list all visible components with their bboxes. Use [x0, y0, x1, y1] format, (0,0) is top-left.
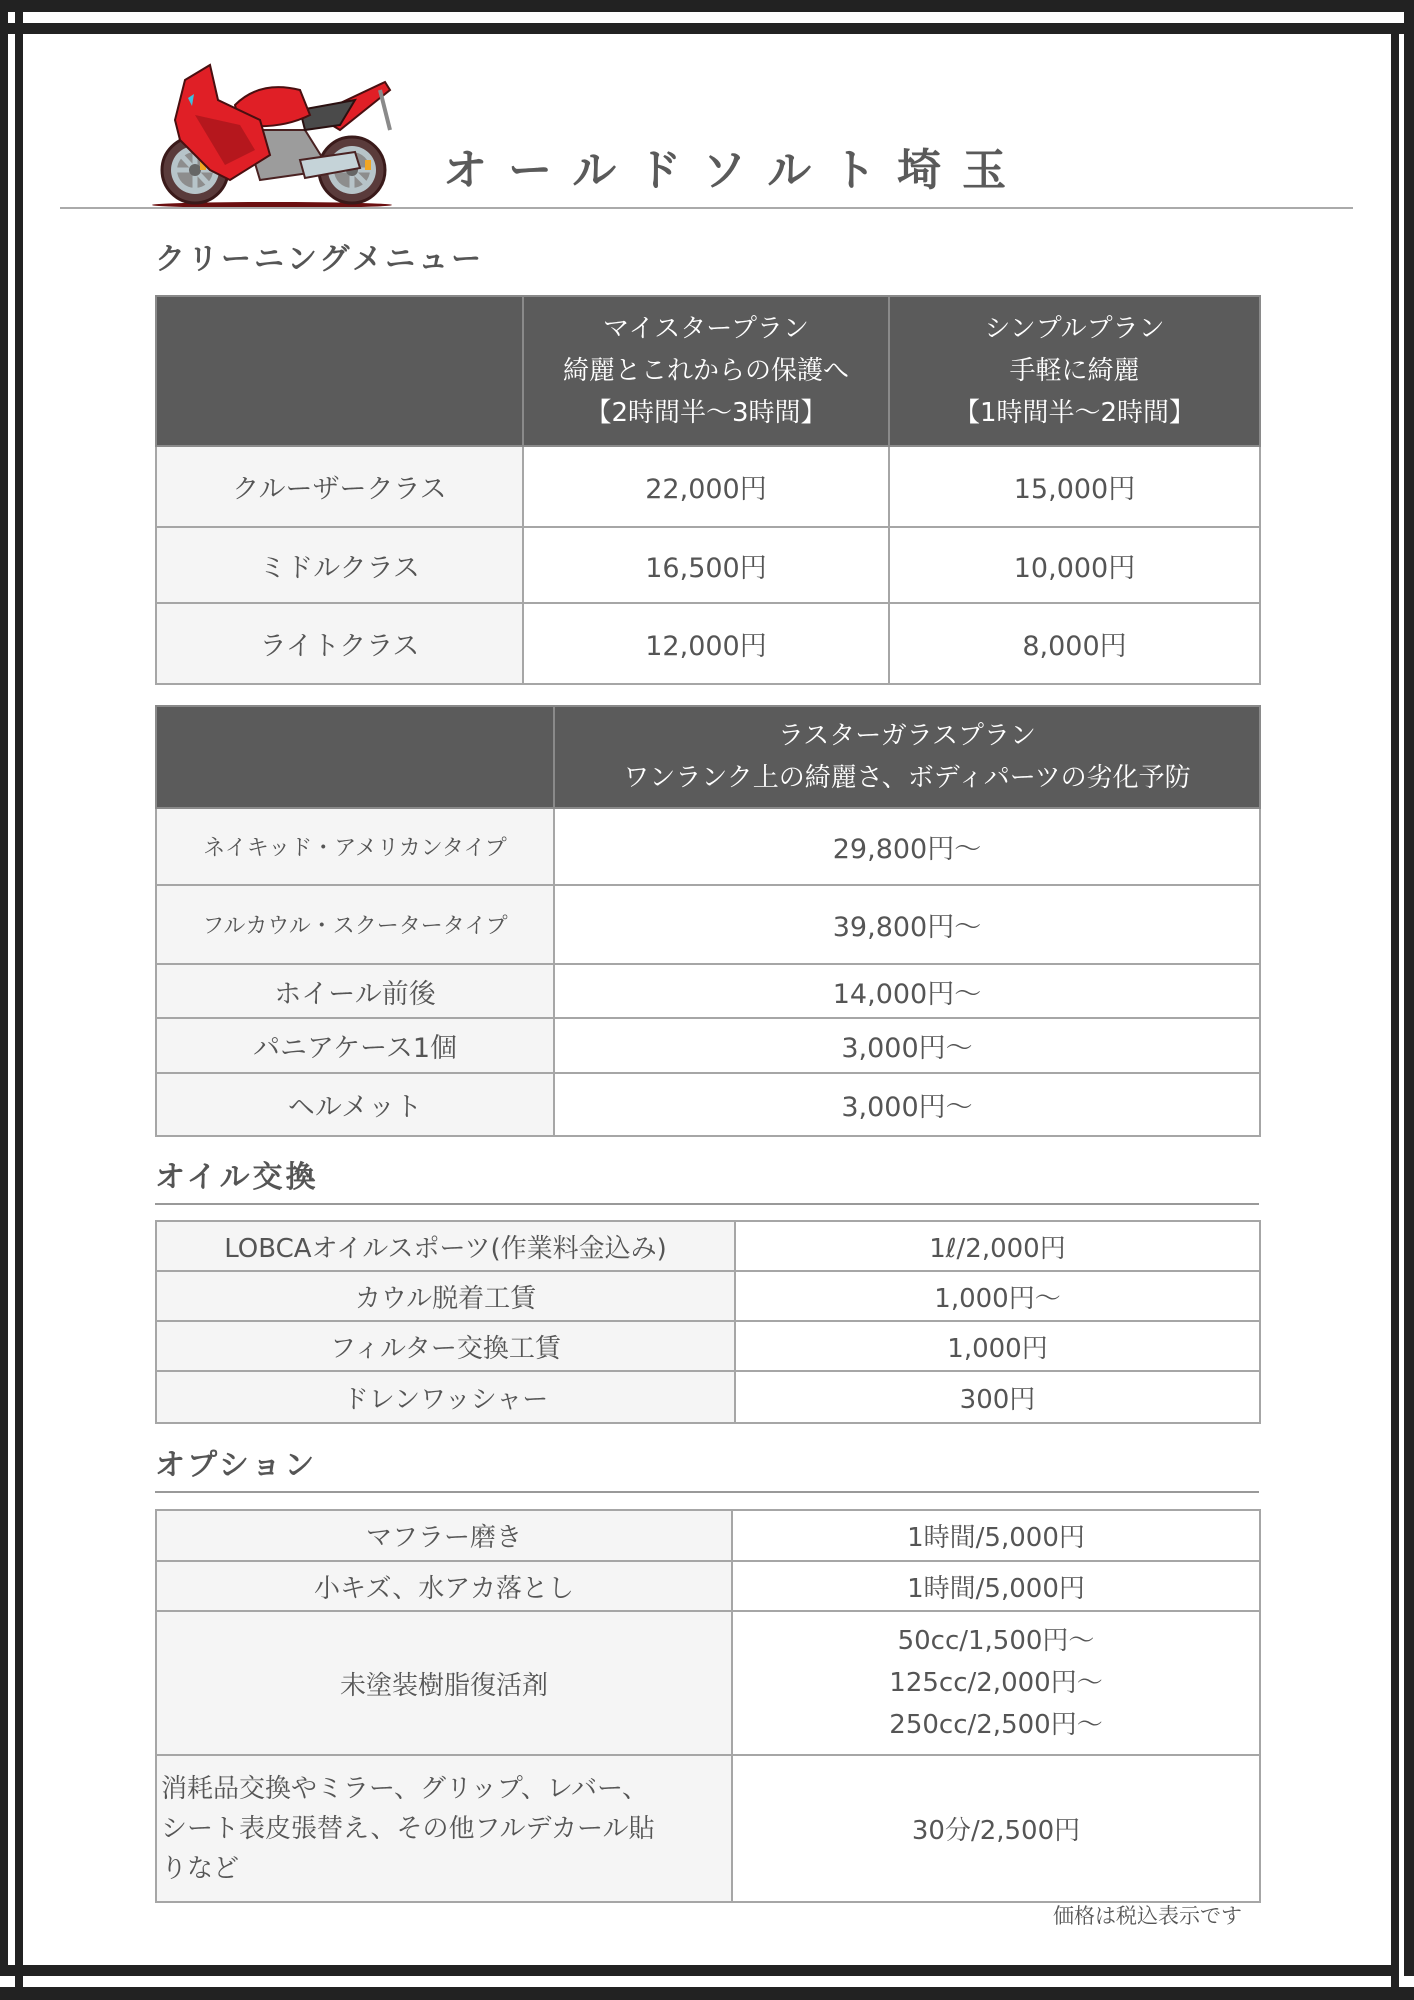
- table-row: [156, 1073, 1260, 1136]
- row-label: パニアケース1個: [156, 1018, 554, 1073]
- table-row: [156, 1018, 1260, 1073]
- price-line: 250cc/2,500円～: [889, 1710, 1103, 1740]
- plan-desc: 手軽に綺麗: [1009, 356, 1140, 386]
- price-cell: 1時間/5,000円: [732, 1561, 1260, 1611]
- row-label: ミドルクラス: [156, 527, 523, 603]
- row-label: フルカウル・スクータータイプ: [156, 885, 554, 964]
- table-row: [156, 603, 1260, 684]
- frame-inner-bottom: [0, 1965, 1399, 1976]
- price-cell: 8,000円: [889, 603, 1260, 684]
- header-empty-cell: [156, 706, 554, 808]
- price-cell: 30分/2,500円: [732, 1755, 1260, 1902]
- price-cell: 29,800円～: [554, 808, 1260, 885]
- site-title: オールドソルト埼玉: [443, 145, 1028, 196]
- price-cell: 1時間/5,000円: [732, 1510, 1260, 1561]
- frame-outer-bottom: [0, 1987, 1414, 2000]
- frame-inner-left: [15, 12, 23, 2000]
- frame-outer-top: [0, 0, 1414, 12]
- price-cell: 3,000円～: [554, 1073, 1260, 1136]
- row-label: ネイキッド・アメリカンタイプ: [156, 808, 554, 885]
- price-line: 50cc/1,500円～: [897, 1626, 1095, 1656]
- plan-name: シンプルプラン: [984, 314, 1165, 344]
- tax-note: 価格は税込表示です: [1053, 1904, 1242, 1928]
- price-cell: 10,000円: [889, 527, 1260, 603]
- price-cell: 15,000円: [889, 446, 1260, 527]
- row-label: マフラー磨き: [156, 1510, 732, 1561]
- frame-outer-left: [0, 0, 8, 1976]
- row-label: クルーザークラス: [156, 446, 523, 527]
- section-title-options: オプション: [155, 1448, 318, 1483]
- label-line: シート表皮張替え、その他フルデカール貼: [161, 1813, 655, 1844]
- price-line: 125cc/2,000円～: [889, 1668, 1103, 1698]
- price-cell: 3,000円～: [554, 1018, 1260, 1073]
- header-luster-plan: [554, 706, 1260, 808]
- table-row: [156, 964, 1260, 1018]
- header-empty-cell: [156, 296, 523, 446]
- plan-name: ラスターガラスプラン: [778, 721, 1036, 751]
- frame-inner-top: [0, 23, 1414, 34]
- section-title-cleaning: クリーニングメニュー: [155, 242, 485, 277]
- header-divider: [60, 207, 1353, 209]
- table-row: [156, 1221, 1260, 1271]
- table-row: [156, 808, 1260, 885]
- section-title-oil: オイル交換: [155, 1160, 319, 1195]
- table-row: [156, 1271, 1260, 1321]
- plan-desc: 綺麗とこれからの保護へ: [562, 356, 849, 386]
- motorcycle-icon: [140, 60, 405, 208]
- row-label: 未塗装樹脂復活剤: [156, 1611, 732, 1755]
- frame-outer-right: [1404, 0, 1414, 1976]
- row-label: LOBCAオイルスポーツ(作業料金込み): [156, 1221, 735, 1271]
- luster-glass-table: [155, 705, 1261, 1137]
- plan-time: 【1時間半～2時間】: [953, 398, 1196, 428]
- label-line: 消耗品交換やミラー、グリップ、レバー、: [161, 1773, 648, 1804]
- section-divider: [155, 1203, 1259, 1205]
- table-row: [156, 1561, 1260, 1611]
- price-cell: 1ℓ/2,000円: [735, 1221, 1260, 1271]
- table-header-row: [156, 706, 1260, 808]
- plan-name: マイスタープラン: [603, 314, 809, 344]
- row-label: ライトクラス: [156, 603, 523, 684]
- label-line: りなど: [161, 1853, 240, 1884]
- price-cell: 1,000円: [735, 1321, 1260, 1371]
- table-row: [156, 1755, 1260, 1902]
- frame-inner-right: [1391, 23, 1399, 2000]
- row-label: フィルター交換工賃: [156, 1321, 735, 1371]
- price-cell: 39,800円～: [554, 885, 1260, 964]
- table-row: [156, 1321, 1260, 1371]
- plan-desc: ワンランク上の綺麗さ、ボディパーツの劣化予防: [623, 763, 1191, 793]
- plan-time: 【2時間半～3時間】: [585, 398, 827, 428]
- table-row: [156, 446, 1260, 527]
- price-cell: 1,000円～: [735, 1271, 1260, 1321]
- table-row: [156, 1510, 1260, 1561]
- price-cell: 16,500円: [523, 527, 889, 603]
- cleaning-plan-table: [155, 295, 1261, 685]
- header-meister-plan: [523, 296, 889, 446]
- price-cell: 12,000円: [523, 603, 889, 684]
- row-label: 小キズ、水アカ落とし: [156, 1561, 732, 1611]
- table-row: [156, 1611, 1260, 1755]
- price-cell: 22,000円: [523, 446, 889, 527]
- header-simple-plan: [889, 296, 1260, 446]
- row-label: カウル脱着工賃: [156, 1271, 735, 1321]
- row-label: ホイール前後: [156, 964, 554, 1018]
- row-label: ドレンワッシャー: [156, 1371, 735, 1423]
- row-label: [156, 1755, 732, 1902]
- table-header-row: [156, 296, 1260, 446]
- price-cell: [732, 1611, 1260, 1755]
- table-row: [156, 527, 1260, 603]
- section-divider: [155, 1491, 1259, 1493]
- oil-change-table: [155, 1220, 1261, 1424]
- row-label: ヘルメット: [156, 1073, 554, 1136]
- price-cell: 14,000円～: [554, 964, 1260, 1018]
- table-row: [156, 1371, 1260, 1423]
- options-table: [155, 1509, 1261, 1903]
- table-row: [156, 885, 1260, 964]
- price-cell: 300円: [735, 1371, 1260, 1423]
